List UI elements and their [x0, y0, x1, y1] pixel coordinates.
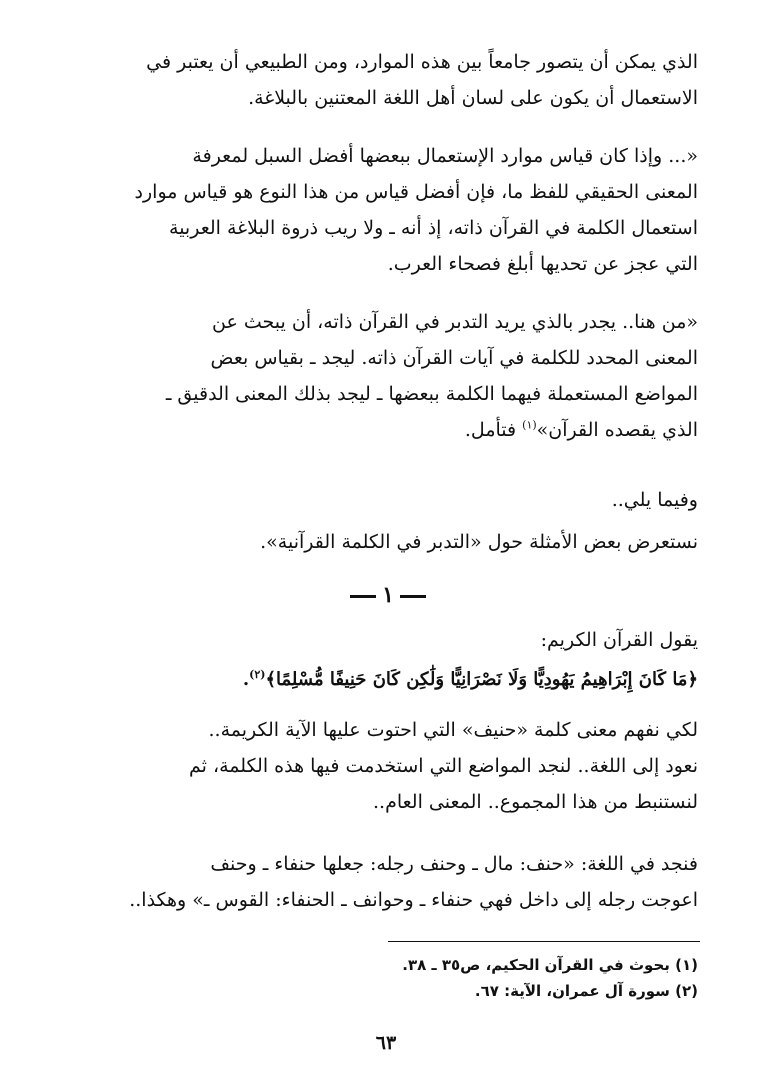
verse-line [78, 662, 698, 698]
footnote-ref-2[interactable]: (٢) [249, 668, 266, 681]
text-line: اعوجت رجله إلى داخل فهي حنفاء ـ وحوانف ـ الحنفاء: القوس ـ» وهكذا.. [129, 889, 698, 911]
text-line: المعنى الحقيقي للفظ ما، فإن أفضل قياس من هذا النوع هو قياس موارد [134, 181, 698, 203]
footnote-2: (٢) سورة آل عمران، الآية: ٦٧. [474, 982, 698, 1000]
verse-block [78, 662, 698, 698]
quote-text: الذي يقصده القرآن» [536, 419, 698, 441]
section-number: ١ [382, 582, 394, 608]
text-line: فنجد في اللغة: «حنف: مال ـ وحنف رجله: جعلها حنفاء ـ وحنف [210, 853, 698, 875]
text-line: «... وإذا كان قياس موارد الإستعمال ببعضها أفضل السبل لمعرفة [192, 145, 698, 167]
page-number: ٦٣ [375, 1032, 397, 1054]
text-line: الاستعمال أن يكون على لسان أهل اللغة المعتنين بالبلاغة. [248, 87, 698, 109]
text-line: المعنى المحدد للكلمة في آيات القرآن ذاته. ليجد ـ بقياس بعض [210, 347, 698, 369]
text-line: لكي نفهم معنى كلمة «حنيف» التي احتوت عليها الآية الكريمة.. [208, 719, 698, 741]
footnotes [300, 952, 698, 1004]
heading-dash-right [400, 595, 426, 598]
text-end: فتأمل. [464, 419, 523, 441]
footnote-ref-1[interactable]: (١) [522, 418, 537, 432]
paragraph-2 [78, 138, 698, 282]
text-line: الذي يمكن أن يتصور جامعاً بين هذه الموارد، ومن الطبيعي أن يعتبر في [146, 51, 698, 73]
text-line: لنستنبط من هذا المجموع.. المعنى العام.. [372, 791, 698, 813]
verse-end: . [242, 669, 250, 690]
paragraph-8 [78, 846, 698, 918]
text-line: التي عجز عن تحديها أبلغ فصحاء العرب. [387, 253, 698, 275]
footnote-1: (١) بحوث في القرآن الحكيم، ص٣٥ ـ ٣٨. [402, 956, 698, 974]
text-line: وفيما يلي.. [611, 489, 698, 511]
footnote-divider [388, 941, 700, 942]
heading-dash-left [350, 595, 376, 598]
text-line [78, 412, 698, 448]
paragraph-6 [78, 622, 698, 658]
verse-text: ﴿مَا كَانَ إِبْرَاهِيمُ يَهُودِيًّا وَلَا نَصْرَانِيًّا وَلَٰكِن كَانَ حَنِيفًا مُّسْلِمًا﴾ [265, 669, 698, 690]
paragraph-5 [78, 524, 698, 560]
paragraph-3 [78, 304, 698, 448]
text-line: نستعرض بعض الأمثلة حول «التدبر في الكلمة القرآنية». [260, 531, 698, 553]
text-line: المواضع المستعملة فيهما الكلمة ببعضها ـ ليجد بذلك المعنى الدقيق ـ [165, 383, 698, 405]
paragraph-7 [78, 712, 698, 820]
paragraph-4 [78, 482, 698, 518]
paragraph-1 [78, 44, 698, 116]
text-line: نعود إلى اللغة.. لنجد المواضع التي استخدمت فيها هذه الكلمة، ثم [188, 755, 698, 777]
section-heading [78, 582, 698, 608]
text-line: «من هنا.. يجدر بالذي يريد التدبر في القرآن ذاته، أن يبحث عن [212, 311, 698, 333]
text-line: استعمال الكلمة في القرآن ذاته، إذ أنه ـ ولا ريب ذروة البلاغة العربية [169, 217, 698, 239]
text-line: يقول القرآن الكريم: [540, 629, 698, 651]
